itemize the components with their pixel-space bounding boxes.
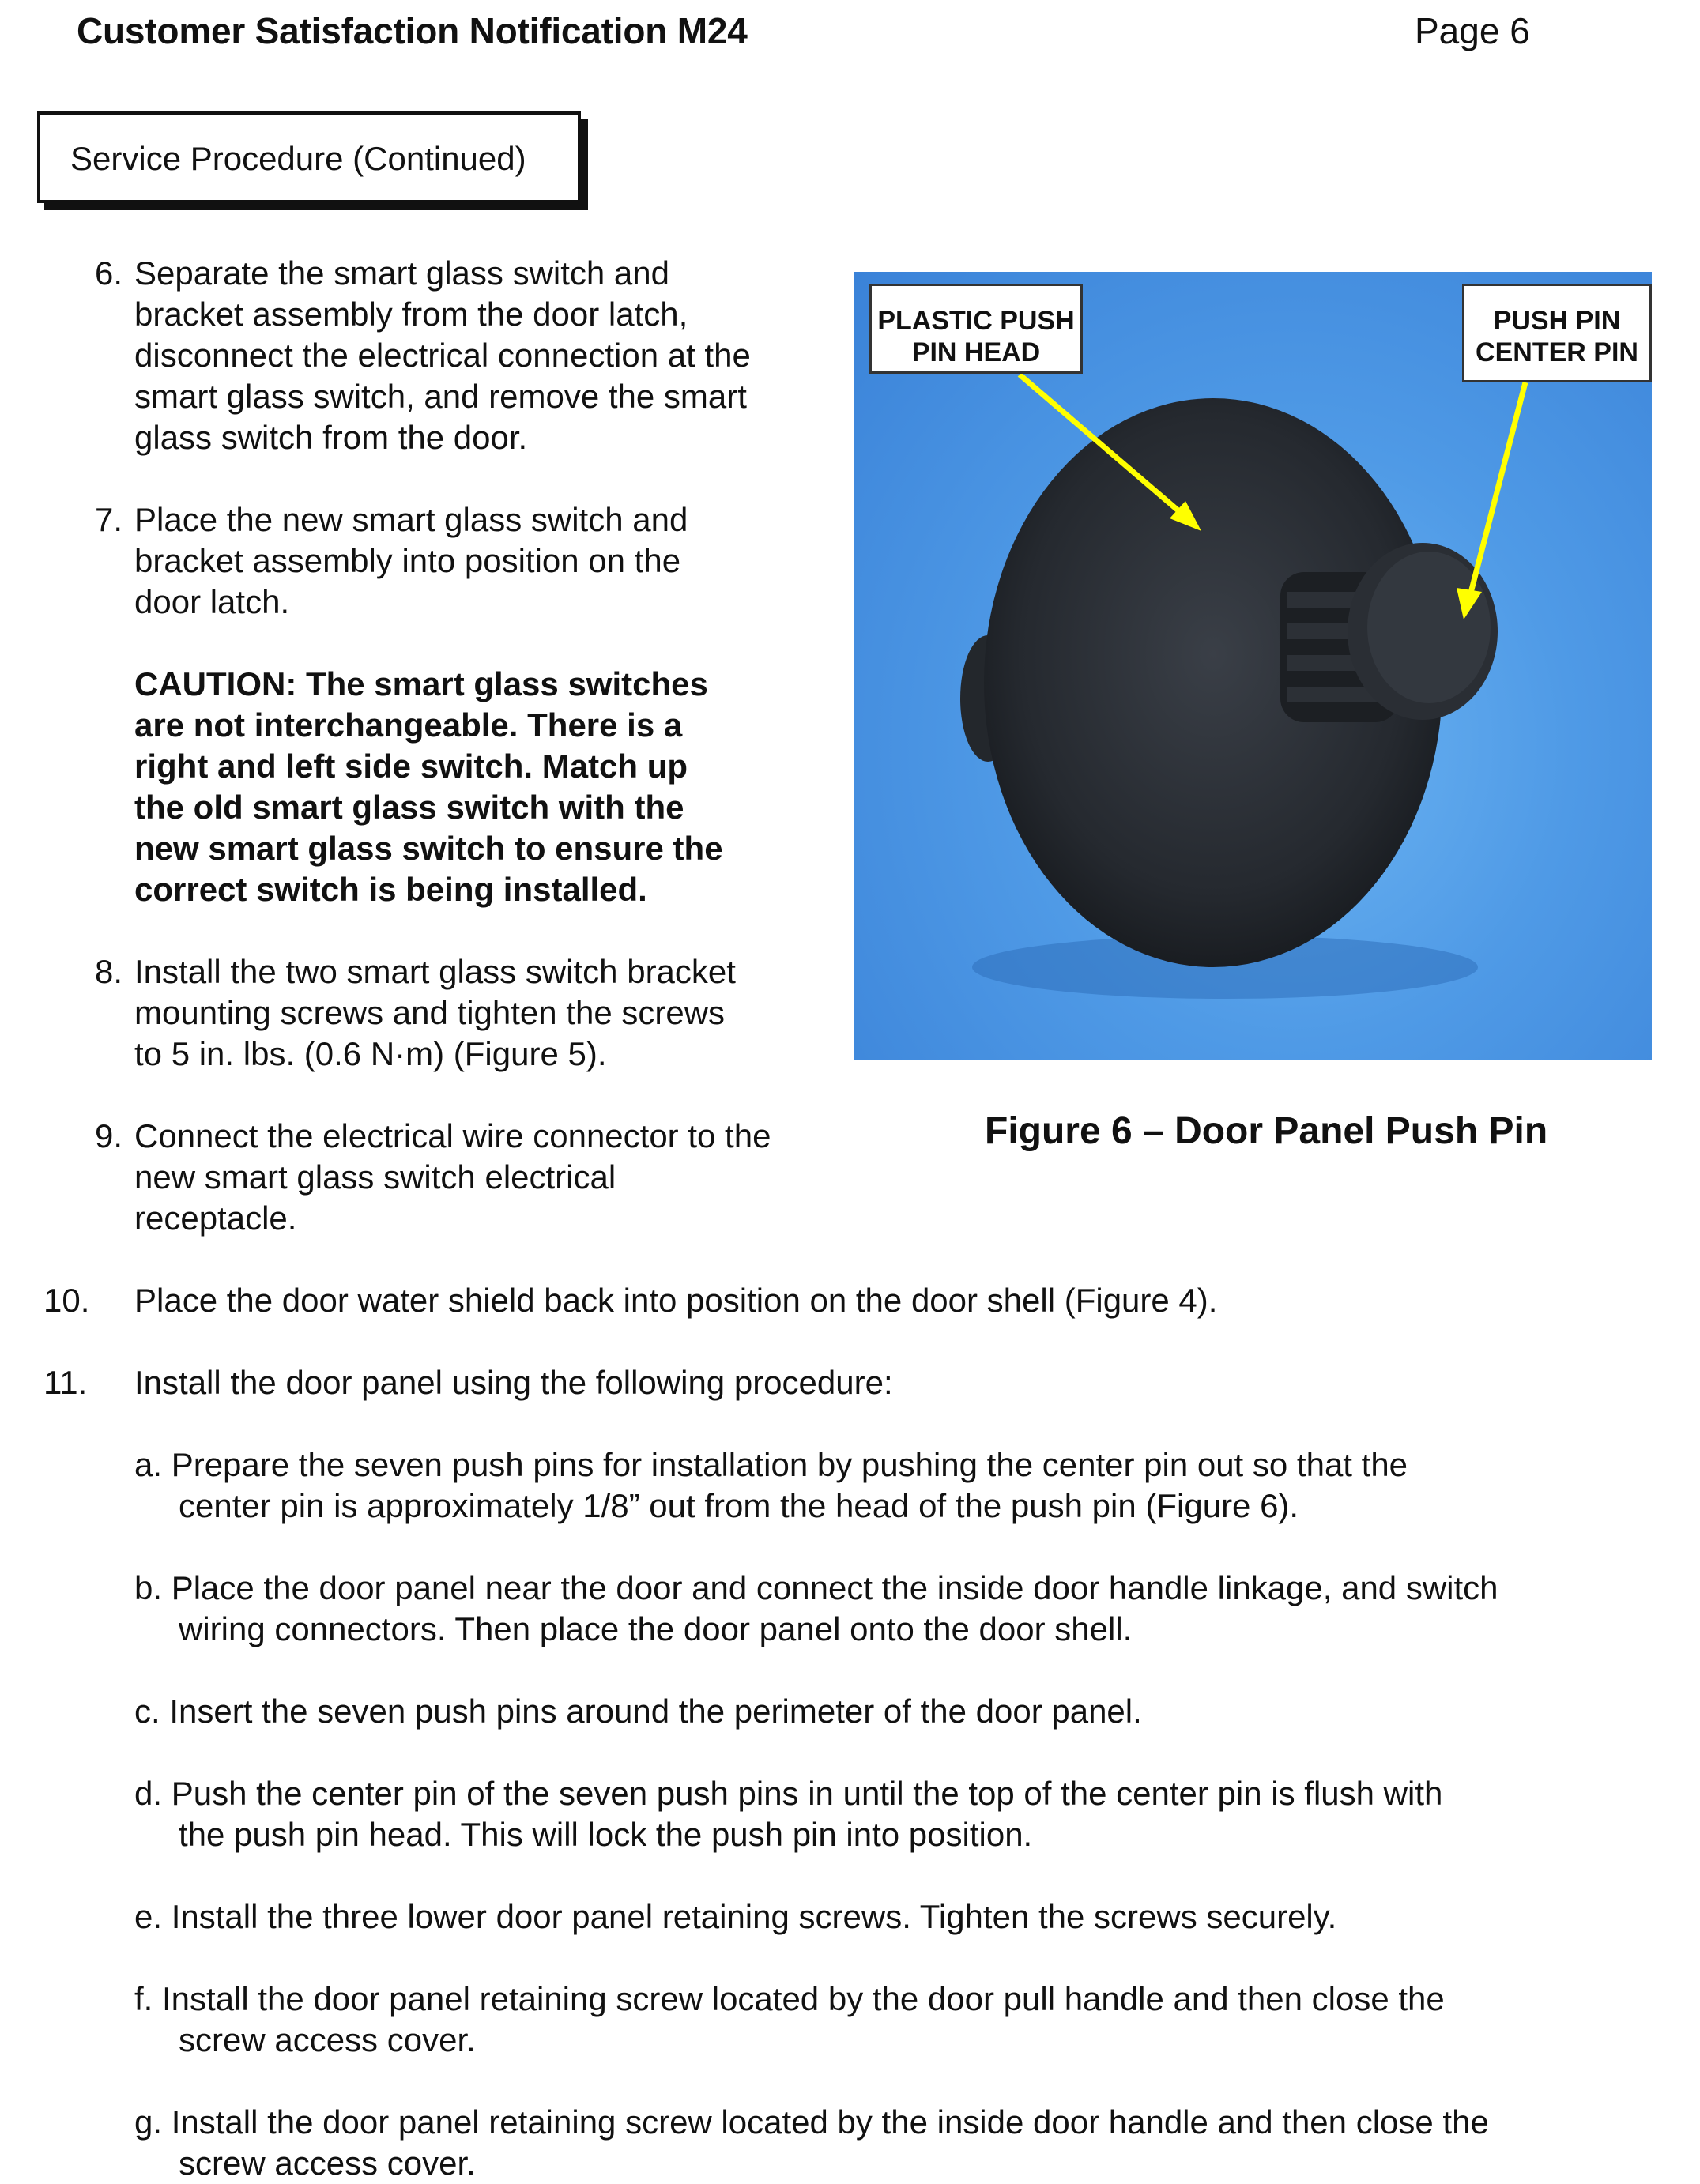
callout-line: PIN HEAD xyxy=(911,337,1041,367)
push-pin-illustration xyxy=(854,272,1652,1060)
step-line: to 5 in. lbs. (0.6 N·m) (Figure 5). xyxy=(134,1035,607,1072)
caution-line: the old smart glass switch with the xyxy=(134,789,684,826)
step-line: Connect the electrical wire connector to the xyxy=(134,1117,771,1154)
step-line: Install the two smart glass switch bracket xyxy=(134,953,736,990)
caution-line: new smart glass switch to ensure the xyxy=(134,830,723,867)
page-number: Page 6 xyxy=(1415,10,1530,51)
callout-push-pin-head xyxy=(869,284,1083,374)
step-line: door latch. xyxy=(134,583,290,620)
step-number: 8. xyxy=(94,953,123,990)
substep-line: b. Place the door panel near the door and connect the inside door handle linkage, and switch xyxy=(134,1569,1498,1606)
step-line: Separate the smart glass switch and xyxy=(134,254,670,292)
step-number: 6. xyxy=(94,254,123,292)
step-line: glass switch from the door. xyxy=(134,419,528,456)
caution-line: right and left side switch. Match up xyxy=(134,747,688,785)
substep-line: wiring connectors. Then place the door panel onto the door shell. xyxy=(179,1610,1133,1647)
substep-line: c. Insert the seven push pins around the perimeter of the door panel. xyxy=(134,1693,1142,1730)
substep-line: a. Prepare the seven push pins for installation by pushing the center pin out so that the xyxy=(134,1446,1408,1483)
section-title: Service Procedure (Continued) xyxy=(70,140,526,177)
document-title: Customer Satisfaction Notification M24 xyxy=(77,10,748,51)
step-line: bracket assembly into position on the xyxy=(134,542,681,579)
step-line: Place the new smart glass switch and xyxy=(134,501,688,538)
substep-g xyxy=(134,2102,1489,2184)
step-line: disconnect the electrical connection at the xyxy=(134,337,751,374)
step-line: Place the door water shield back into position on the door shell (Figure 4). xyxy=(134,1282,1218,1319)
substep-line: the push pin head. This will lock the push pin into position. xyxy=(179,1816,1033,1853)
substep-b xyxy=(134,1568,1498,1650)
step-line: smart glass switch, and remove the smart xyxy=(134,378,747,415)
step-line: mounting screws and tighten the screws xyxy=(134,994,726,1031)
substep-line: center pin is approximately 1/8” out from the head of the push pin (Figure 6). xyxy=(179,1487,1299,1524)
step-number: 9. xyxy=(94,1117,123,1154)
step-line: new smart glass switch electrical xyxy=(134,1158,616,1196)
substep-line: f. Install the door panel retaining screw located by the door pull handle and then close the xyxy=(134,1980,1445,2017)
step-line: Install the door panel using the following procedure: xyxy=(134,1364,893,1401)
step-number: 10. xyxy=(43,1282,90,1319)
callout-push-pin-center xyxy=(1462,284,1652,382)
callout-line: CENTER PIN xyxy=(1476,337,1638,367)
step-line: receptacle. xyxy=(134,1199,297,1237)
caution-line: are not interchangeable. There is a xyxy=(134,706,683,744)
substep-a xyxy=(134,1444,1408,1527)
push-pin-photo xyxy=(854,272,1652,1060)
figure-caption: Figure 6 – Door Panel Push Pin xyxy=(985,1110,1548,1152)
substep-line: d. Push the center pin of the seven push pins in until the top of the center pin is flush with xyxy=(134,1775,1443,1812)
substep-d xyxy=(134,1773,1442,1855)
substep-c xyxy=(134,1691,1142,1732)
callout-line: PLASTIC PUSH xyxy=(877,306,1075,336)
substep-line: g. Install the door panel retaining screw located by the inside door handle and then close the xyxy=(134,2103,1489,2141)
callout-line: PUSH PIN xyxy=(1493,306,1621,336)
caution-line: CAUTION: The smart glass switches xyxy=(134,665,708,702)
caution-line: correct switch is being installed. xyxy=(134,871,647,908)
substep-line: screw access cover. xyxy=(179,2144,476,2182)
step-number: 11. xyxy=(43,1364,88,1401)
step-number: 7. xyxy=(94,501,123,538)
section-title-box xyxy=(37,111,581,203)
step-line: bracket assembly from the door latch, xyxy=(134,296,688,333)
substep-e xyxy=(134,1896,1336,1937)
substep-line: e. Install the three lower door panel retaining screws. Tighten the screws securely. xyxy=(134,1898,1337,1935)
substep-f xyxy=(134,1979,1445,2061)
substep-line: screw access cover. xyxy=(179,2021,476,2058)
